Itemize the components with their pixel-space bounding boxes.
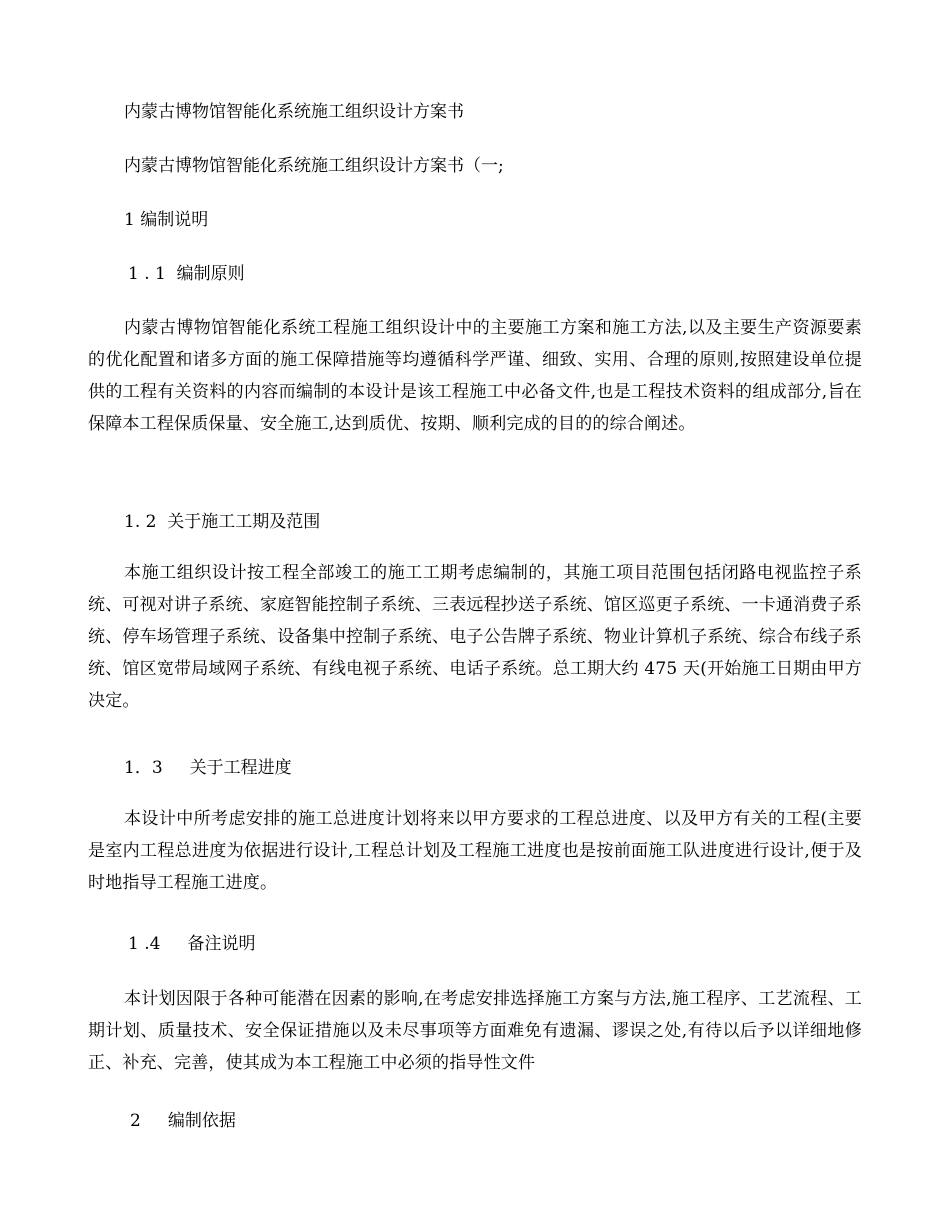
paragraph-1-3: 本设计中所考虑安排的施工总进度计划将来以甲方要求的工程总进度、以及甲方有关的工程(主要是室内工程总进度为依据进行设计,工程总计划及工程施工进度也是按前面施工队进度进行设计,便于及时地指导工程施工进度。: [88, 809, 862, 893]
section-heading-1-4: 1 .4 备注说明: [128, 934, 256, 954]
document-title: 内蒙古博物馆智能化系统施工组织设计方案书: [124, 102, 464, 122]
paragraph-1-1: 内蒙古博物馆智能化系统工程施工组织设计中的主要施工方案和施工方法,以及主要生产资源要素的优化配置和诸多方面的施工保障措施等均遵循科学严谨、细致、实用、合理的原则,按照建设单位提供的工程有关资料的内容而编制的本设计是该工程施工中必备文件,也是工程技术资料的组成部分,旨在保障本工程保质保量、安全施工,达到质优、按期、顺利完成的目的的综合阐述。: [88, 318, 862, 434]
section-heading-1-2: 1. 2 关于施工工期及范围: [124, 512, 321, 532]
paragraph-1-4: 本计划因限于各种可能潜在因素的影响,在考虑安排选择施工方案与方法,施工程序、工艺流程、工期计划、质量技术、安全保证措施以及未尽事项等方面难免有遗漏、谬误之处,有待以后予以详细地修正、补充、完善，使其成为本工程施工中必须的指导性文件: [88, 989, 862, 1073]
section-heading-2: 2 编制依据: [130, 1111, 236, 1131]
section-heading-1: 1 编制说明: [124, 210, 209, 230]
section-heading-1-1: 1 . 1 编制原则: [128, 264, 245, 284]
section-heading-1-3: 1．3 关于工程进度: [124, 758, 292, 778]
paragraph-1-2: 本施工组织设计按工程全部竣工的施工工期考虑编制的，其施工项目范围包括闭路电视监控子系统、可视对讲子系统、家庭智能控制子系统、三表远程抄送子系统、馆区巡更子系统、一卡通消费子系统、停车场管理子系统、设备集中控制子系统、电子公告牌子系统、物业计算机子系统、综合布线子系统、馆区宽带局域网子系统、有线电视子系统、电话子系统。总工期大约 475 天(开始施工日期由甲方决定。: [88, 563, 862, 711]
document-subtitle: 内蒙古博物馆智能化系统施工组织设计方案书（一;: [124, 156, 504, 176]
